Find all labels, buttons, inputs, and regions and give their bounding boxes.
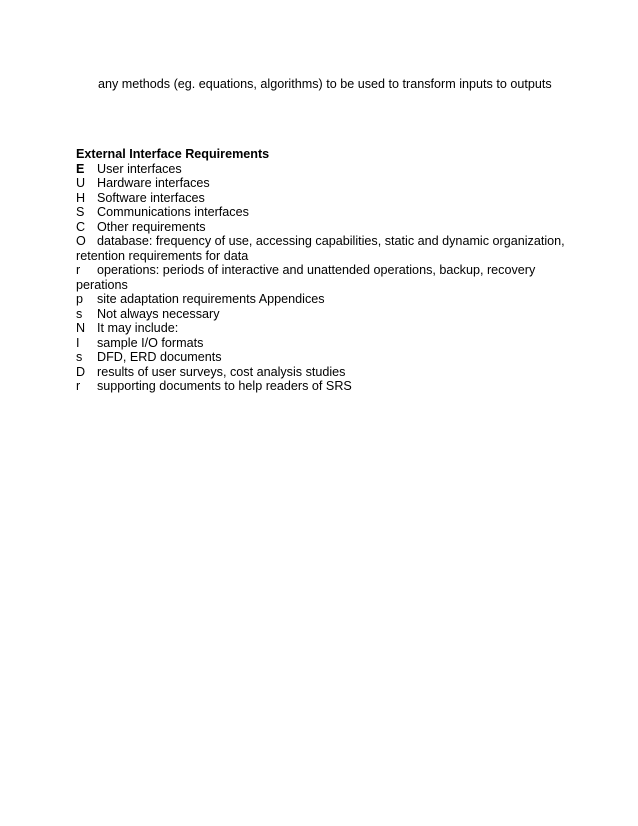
list-item-text: sample I/O formats bbox=[97, 335, 204, 350]
list-marker: s bbox=[76, 350, 83, 364]
list-marker: C bbox=[76, 219, 86, 234]
list-item-text: Software interfaces bbox=[97, 190, 205, 205]
list-item bbox=[76, 191, 576, 206]
list-item-text: Hardware interfaces bbox=[97, 176, 210, 190]
list-item bbox=[76, 292, 576, 307]
list-item-text: Communications interfaces bbox=[97, 205, 249, 219]
list-item bbox=[76, 205, 576, 220]
list-marker: r bbox=[76, 379, 81, 393]
list-item-text: It may include: bbox=[97, 321, 179, 335]
list-item bbox=[76, 220, 576, 235]
list-marker: N bbox=[76, 321, 86, 335]
list-item bbox=[76, 176, 576, 191]
list-item-text: Not always necessary bbox=[97, 306, 220, 321]
list-item-text: User interfaces bbox=[97, 161, 182, 176]
list-marker: s bbox=[76, 306, 83, 321]
list-item-continuation: retention requirements for data bbox=[76, 248, 249, 263]
list-item bbox=[76, 350, 576, 365]
list-marker: D bbox=[76, 364, 86, 379]
list-marker: E bbox=[76, 161, 85, 176]
section-heading: External Interface Requirements bbox=[76, 147, 270, 161]
list-item-continuation: perations bbox=[76, 277, 128, 292]
list-item bbox=[76, 365, 576, 380]
list-item-text: Other requirements bbox=[97, 219, 206, 234]
external-interface-section bbox=[76, 147, 576, 394]
list-item-text: supporting documents to help readers of SRS bbox=[97, 379, 352, 393]
list-marker: p bbox=[76, 292, 84, 306]
list-item bbox=[76, 379, 576, 394]
intro-text: any methods (eg. equations, algorithms) to be used to transform inputs to outputs bbox=[98, 77, 552, 91]
list-item-text: database: frequency of use, accessing capabilities, static and dynamic organization, bbox=[97, 234, 565, 248]
list-marker: I bbox=[76, 335, 80, 350]
list-item-text: operations: periods of interactive and unattended operations, backup, recovery bbox=[97, 263, 536, 277]
list-marker: S bbox=[76, 205, 85, 219]
list-item-text: site adaptation requirements Appendices bbox=[97, 292, 325, 306]
list-item bbox=[76, 162, 576, 177]
list-item bbox=[76, 234, 576, 249]
list-item bbox=[76, 307, 576, 322]
list-item bbox=[76, 321, 576, 336]
list-item-text: results of user surveys, cost analysis studies bbox=[97, 364, 346, 379]
list-item bbox=[76, 336, 576, 351]
list-marker: H bbox=[76, 190, 86, 205]
list-marker: O bbox=[76, 234, 86, 248]
list-item-text: DFD, ERD documents bbox=[97, 350, 222, 364]
list-marker: U bbox=[76, 176, 86, 190]
list-item bbox=[76, 263, 576, 278]
list-marker: r bbox=[76, 263, 81, 277]
